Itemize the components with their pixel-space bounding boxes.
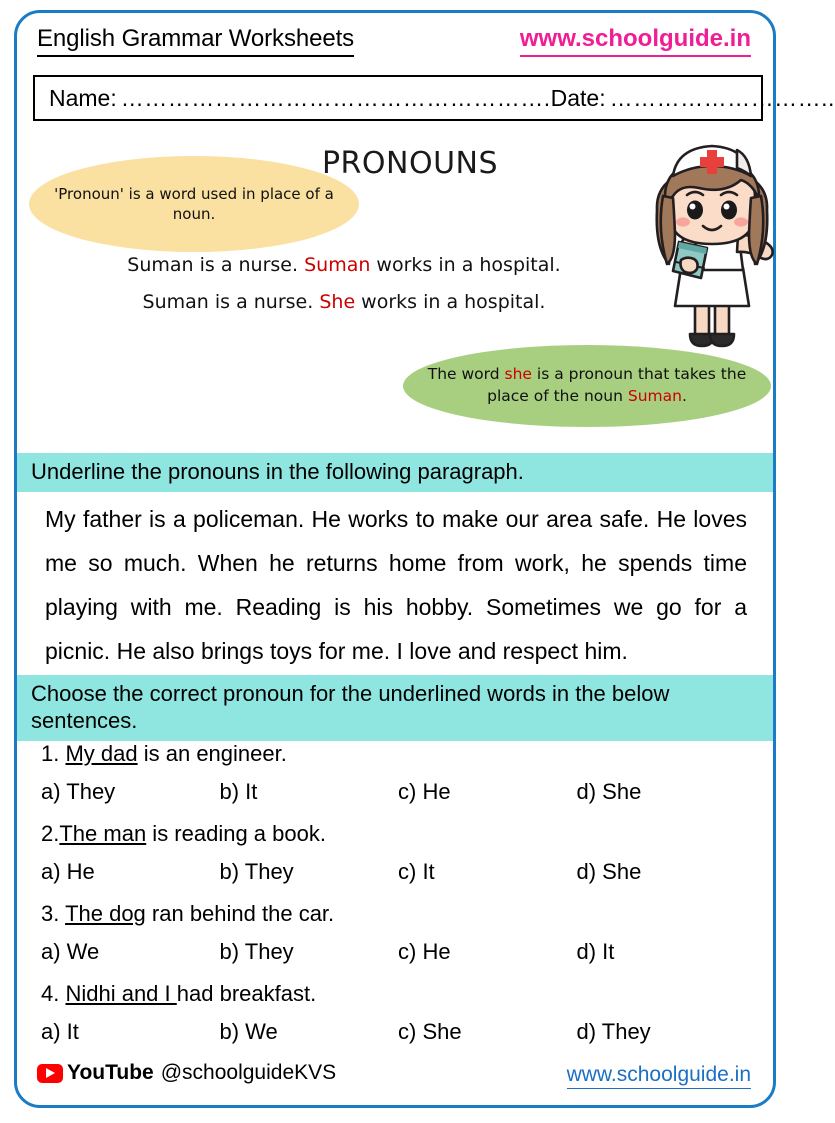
q4-rest: had breakfast. [176, 981, 317, 1006]
worksheet-header [17, 21, 773, 63]
mcq-question-3 [41, 901, 755, 927]
q4-option-a[interactable]: a) It [41, 1019, 79, 1044]
explanation-highlight-suman: Suman [627, 387, 682, 405]
q2-option-c[interactable]: c) It [398, 859, 435, 884]
example-2-after: works in a hospital. [355, 291, 546, 313]
topic-title: PRONOUNS [321, 146, 499, 181]
explanation-part3: . [681, 387, 687, 405]
name-input[interactable]: ………………………………………………. [120, 84, 551, 111]
q3-option-b[interactable]: b) They [219, 939, 294, 964]
q2-option-a[interactable]: a) He [41, 859, 95, 884]
explanation-part1: The word [427, 365, 505, 384]
mcq-question-1 [41, 741, 755, 767]
mcq-question-2 [41, 821, 755, 847]
page-title: English Grammar Worksheets [37, 25, 354, 57]
q4-option-d[interactable]: d) They [576, 1019, 651, 1044]
q1-option-c[interactable]: c) He [398, 779, 451, 804]
instruction-band-underline: Underline the pronouns in the following paragraph. [17, 453, 773, 492]
example-1-after: works in a hospital. [370, 254, 561, 276]
explanation-part2: is a pronoun that takes the place of the noun [487, 365, 747, 405]
example-1-before: Suman is a nurse. [127, 254, 305, 276]
example-2-before: Suman is a nurse. [142, 291, 320, 313]
youtube-play-icon [37, 1064, 63, 1083]
q3-number: 3. [41, 901, 66, 926]
q3-underlined: The dog [65, 901, 146, 926]
youtube-wordmark: YouTube [67, 1061, 154, 1084]
name-date-box [33, 75, 835, 121]
explanation-highlight-she: she [504, 365, 532, 384]
q2-rest: is reading a book. [146, 821, 326, 846]
footer-website-link[interactable]: www.schoolguide.in [567, 1063, 751, 1089]
q4-option-b[interactable]: b) We [219, 1019, 278, 1044]
q1-underlined: My dad [65, 741, 138, 766]
q2-underlined: The man [59, 821, 147, 846]
q1-option-a[interactable]: a) They [41, 779, 116, 804]
paragraph-exercise-text[interactable]: My father is a policeman. He works to make our area safe. He loves me so much. When he returns home from work, he spends time playing with me. Reading is his hobby. Sometimes we go for a picnic. He also brings toys for me. I love and respect him. [45, 506, 747, 664]
mcq-options-4 [41, 1019, 755, 1045]
mcq-options-2 [41, 859, 755, 885]
q4-number: 4. [41, 981, 66, 1006]
q1-rest: is an engineer. [137, 741, 287, 766]
example-1-highlight: Suman [304, 254, 371, 276]
q3-option-d[interactable]: d) It [576, 939, 615, 964]
mcq-options-1 [41, 779, 755, 805]
date-label: Date: [550, 84, 606, 111]
q1-option-b[interactable]: b) It [219, 779, 258, 804]
date-input[interactable]: ……………………….. [609, 84, 835, 111]
q4-underlined: Nidhi and I [65, 981, 177, 1006]
header-website-link[interactable]: www.schoolguide.in [520, 25, 751, 57]
mcq-options-3 [41, 939, 755, 965]
mcq-question-4 [41, 981, 755, 1007]
worksheet-footer [17, 1061, 773, 1091]
youtube-handle: @schoolguideKVS [160, 1061, 337, 1084]
nurse-character-illustration [629, 138, 794, 368]
worksheet-page [14, 10, 835, 1108]
q2-option-d[interactable]: d) She [576, 859, 642, 884]
example-2-highlight: She [319, 291, 356, 313]
q4-option-c[interactable]: c) She [398, 1019, 462, 1044]
youtube-channel-link[interactable] [37, 1061, 336, 1085]
mcq-exercise-list [17, 741, 773, 1061]
name-label: Name: [49, 84, 117, 111]
definition-text: 'Pronoun' is a word used in place of a noun. [54, 184, 334, 223]
q3-rest: ran behind the car. [145, 901, 335, 926]
q1-option-d[interactable]: d) She [576, 779, 642, 804]
explanation-text [425, 364, 749, 407]
q3-option-a[interactable]: a) We [41, 939, 100, 964]
q1-number: 1. [41, 741, 66, 766]
q2-number: 2. [41, 821, 60, 846]
intro-section [17, 128, 773, 443]
definition-callout [29, 156, 359, 252]
instruction-band-choose: Choose the correct pronoun for the underlined words in the below sentences. [17, 675, 773, 741]
q3-option-c[interactable]: c) He [398, 939, 451, 964]
q2-option-b[interactable]: b) They [219, 859, 294, 884]
